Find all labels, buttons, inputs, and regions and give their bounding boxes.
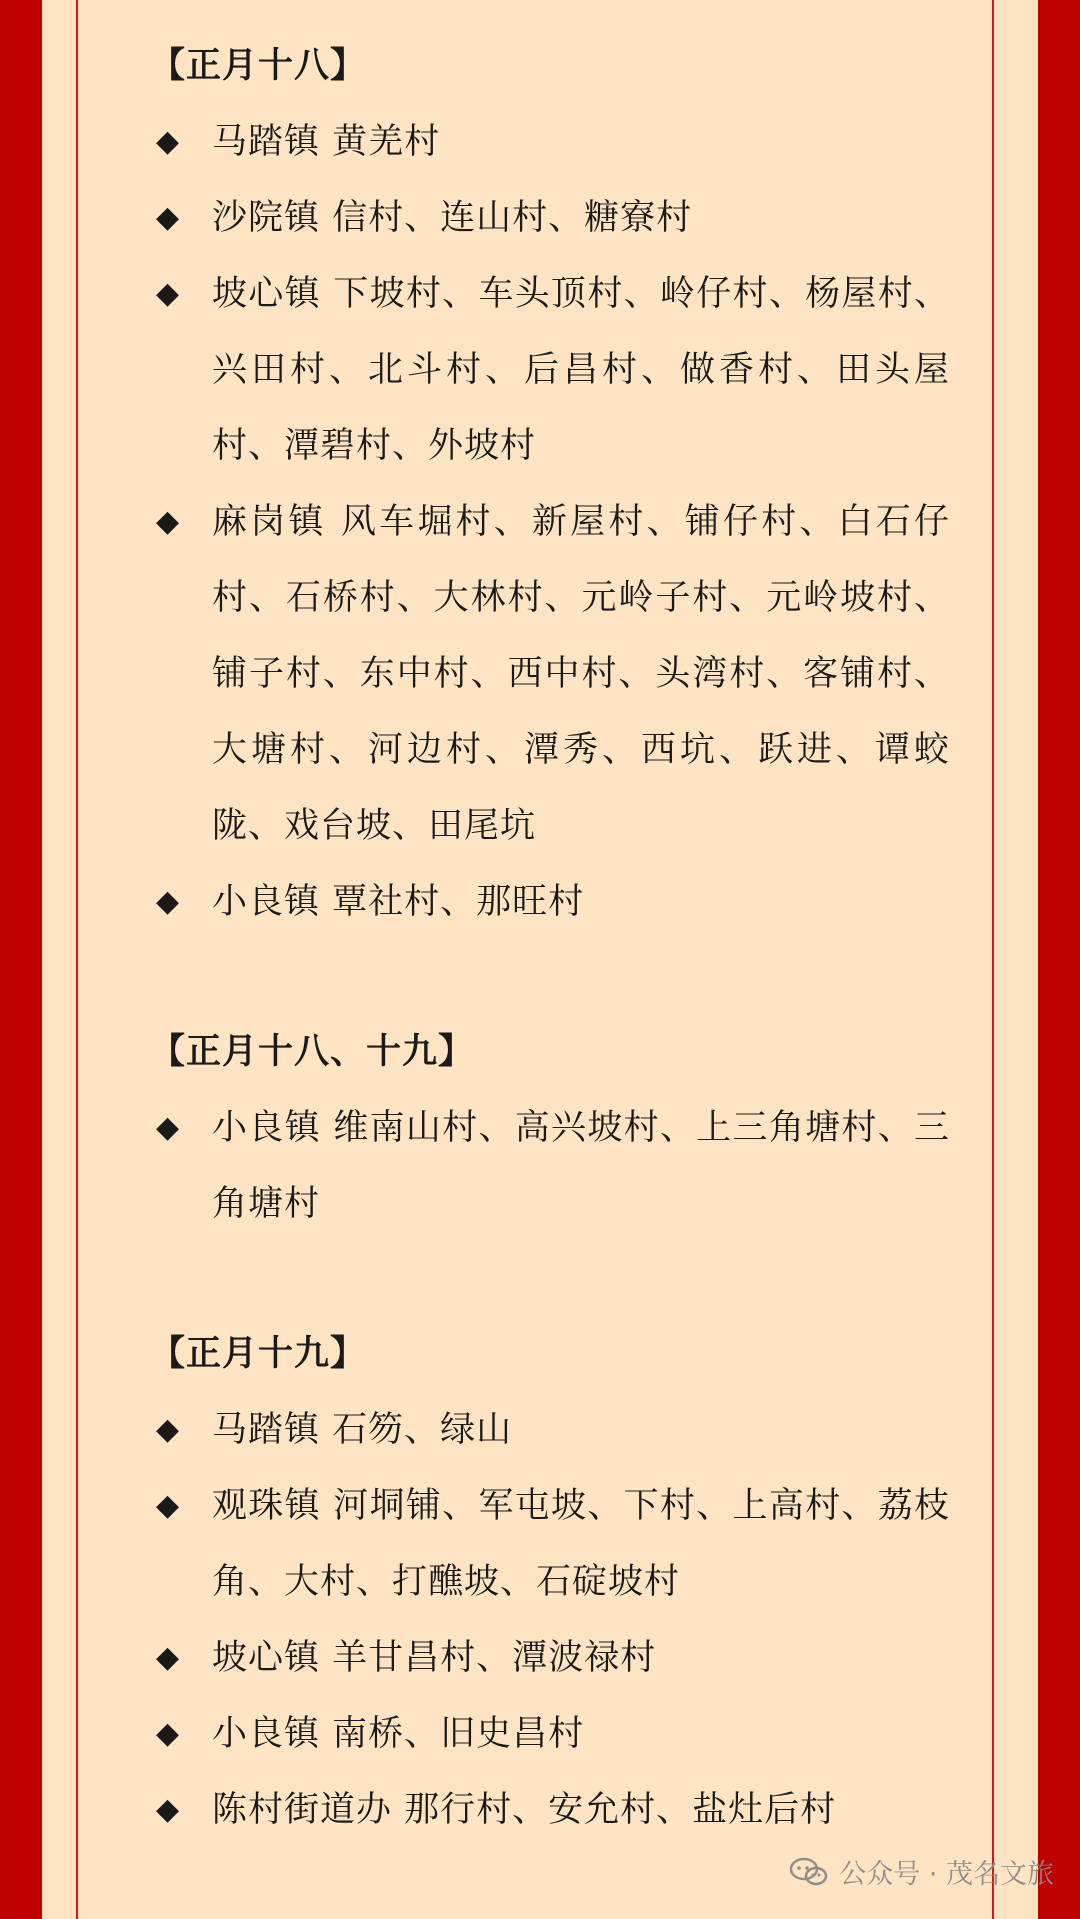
entry-text: 坡心镇 下坡村、车头顶村、岭仔村、杨屋村、兴田村、北斗村、后昌村、做香村、田头屋村、潭碧村、外坡村 <box>212 274 950 466</box>
entry-text: 坡心镇 羊甘昌村、潭波禄村 <box>212 1638 657 1678</box>
list-item <box>156 484 950 864</box>
watermark <box>789 1852 1054 1891</box>
diamond-bullet-icon: ◆ <box>156 1412 180 1447</box>
diamond-bullet-icon: ◆ <box>156 1110 180 1145</box>
left-inner-red-line <box>76 0 78 1919</box>
list-item <box>156 1696 950 1772</box>
diamond-bullet-icon: ◆ <box>156 124 180 159</box>
right-red-border <box>1038 0 1080 1919</box>
entry-text: 马踏镇 黄羌村 <box>212 122 441 162</box>
section-title: 【正月十九】 <box>150 1334 367 1374</box>
entry-text: 小良镇 覃社村、那旺村 <box>212 882 585 922</box>
section-title: 【正月十八、十九】 <box>150 1032 475 1072</box>
diamond-bullet-icon: ◆ <box>156 1488 180 1523</box>
entry-text: 陈村街道办 那行村、安允村、盐灶后村 <box>212 1790 837 1830</box>
list-item <box>156 104 950 180</box>
left-red-border <box>0 0 42 1919</box>
list-item <box>156 1620 950 1696</box>
list-item <box>156 1090 950 1242</box>
list-item <box>156 1392 950 1468</box>
section-zhengyue-18-19 <box>150 1018 950 1242</box>
list-item <box>156 180 950 256</box>
list-item <box>156 1772 950 1848</box>
diamond-bullet-icon: ◆ <box>156 200 180 235</box>
diamond-bullet-icon: ◆ <box>156 884 180 919</box>
right-inner-red-line <box>992 0 994 1919</box>
section-zhengyue-18 <box>150 32 950 940</box>
entry-text: 观珠镇 河垌铺、军屯坡、下村、上高村、荔枝角、大村、打醮坡、石碇坡村 <box>212 1486 950 1602</box>
diamond-bullet-icon: ◆ <box>156 1640 180 1675</box>
section-zhengyue-19 <box>150 1320 950 1848</box>
diamond-bullet-icon: ◆ <box>156 1716 180 1751</box>
entry-text: 麻岗镇 风车堀村、新屋村、铺仔村、白石仔村、石桥村、大林村、元岭子村、元岭坡村、铺子村、东中村、西中村、头湾村、客铺村、大塘村、河边村、潭秀、西坑、跃进、谭蛟陇、戏台坡、田尾坑 <box>212 502 950 846</box>
wechat-icon <box>789 1856 829 1888</box>
entry-text: 沙院镇 信村、连山村、糖寮村 <box>212 198 693 238</box>
list-item <box>156 1468 950 1620</box>
watermark-text: 公众号 · 茂名文旅 <box>839 1859 1054 1890</box>
entry-text: 小良镇 南桥、旧史昌村 <box>212 1714 585 1754</box>
entry-text: 小良镇 维南山村、高兴坡村、上三角塘村、三角塘村 <box>212 1108 950 1224</box>
entry-text: 马踏镇 石笏、绿山 <box>212 1410 513 1450</box>
diamond-bullet-icon: ◆ <box>156 1792 180 1827</box>
diamond-bullet-icon: ◆ <box>156 276 180 311</box>
section-title: 【正月十八】 <box>150 46 367 86</box>
schedule-content <box>150 32 950 1848</box>
list-item <box>156 864 950 940</box>
list-item <box>156 256 950 484</box>
diamond-bullet-icon: ◆ <box>156 504 180 539</box>
